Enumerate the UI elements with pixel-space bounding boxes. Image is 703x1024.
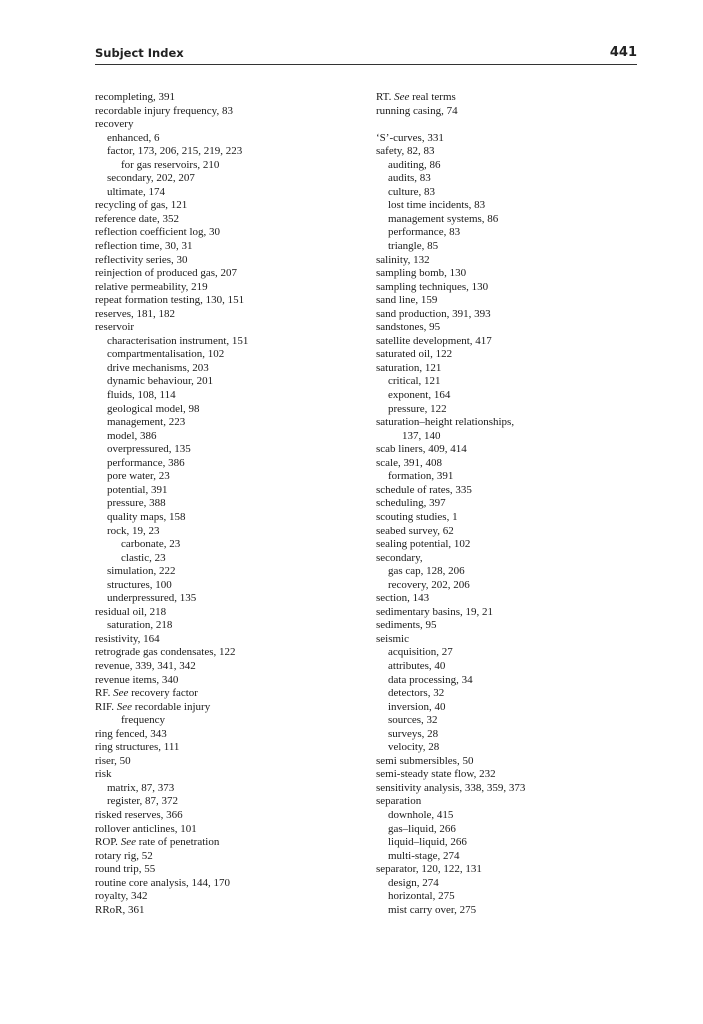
index-entry [376,348,637,362]
index-entry-text: simulation, 222 [107,565,176,578]
index-entry [376,416,637,430]
index-subentry [376,890,637,904]
see-reference: See [116,700,133,713]
index-entry-text: gas cap, 128, 206 [388,565,465,578]
index-entry [376,443,637,457]
index-entry [376,525,637,539]
index-entry-text: residual oil, 218 [95,605,167,618]
index-subentry [376,728,637,742]
index-entry-text: matrix, 87, 373 [107,781,175,794]
index-entry [376,484,637,498]
index-entry-text: section, 143 [376,592,430,605]
index-entry-text: sampling techniques, 130 [376,280,489,293]
index-entry-text: risk [95,768,112,781]
index-entry [95,836,355,850]
index-subentry [95,403,355,417]
index-entry-text: compartmentalisation, 102 [107,348,225,361]
index-subentry [376,172,637,186]
index-subentry [376,403,637,417]
index-entry-text: detectors, 32 [388,687,445,700]
index-entry [376,254,637,268]
index-subentry [95,538,355,552]
index-entry-text: liquid–liquid, 266 [388,836,467,849]
running-header [95,46,637,64]
index-entry-text: sand line, 159 [376,294,438,307]
see-reference: See [394,91,410,103]
index-entry-text: exponent, 164 [388,389,451,402]
index-entry-text: RIF. [95,700,117,713]
see-target: recovery factor [128,687,198,700]
index-subentry [95,565,355,579]
index-subentry [95,159,355,173]
section-title: Subject Index [95,46,184,60]
index-entry-text: reserves, 181, 182 [95,307,176,320]
index-entry-text: horizontal, 275 [388,890,455,903]
index-entry-text: sand production, 391, 393 [376,307,491,320]
index-entry-text: formation, 391 [388,470,454,483]
index-entry-text: performance, 83 [388,226,461,239]
index-subentry [95,186,355,200]
index-entry-text: scouting studies, 1 [376,510,458,523]
index-entry-text: quality maps, 158 [107,510,186,523]
index-subentry [376,565,637,579]
index-entry-text: 137, 140 [402,429,441,442]
index-subentry [95,335,355,349]
index-subentry [95,443,355,457]
page-number: 441 [609,45,637,60]
index-entry-text: salinity, 132 [376,253,430,266]
index-subentry [95,592,355,606]
index-subentry [376,714,637,728]
index-entry [95,674,355,688]
index-subentry [95,525,355,539]
index-subentry [95,552,355,566]
index-subentry [95,795,355,809]
index-entry-text: frequency [121,714,165,727]
index-entry-text: riser, 50 [95,754,131,767]
index-entry-text: ultimate, 174 [107,185,166,198]
index-entry [95,281,355,295]
index-entry [376,863,637,877]
index-entry [95,294,355,308]
index-entry-text: pore water, 23 [107,470,170,483]
index-entry-text: factor, 173, 206, 215, 219, 223 [107,145,243,158]
index-entry [95,118,355,132]
index-entry-text: routine core analysis, 144, 170 [95,876,231,889]
index-entry-text: saturation, 121 [376,361,442,374]
index-entry-text: revenue items, 340 [95,673,179,686]
index-entry [376,511,637,525]
index-entry [95,267,355,281]
see-target: real terms [409,91,456,103]
index-subentry [95,497,355,511]
index-entry-text: schedule of rates, 335 [376,483,472,496]
index-entry [376,132,637,146]
index-subentry [376,159,637,173]
index-entry-text: reflectivity series, 30 [95,253,188,266]
index-entry-text: fluids, 108, 114 [107,389,176,402]
index-entry-text: ROP. [95,836,121,849]
index-subentry [95,172,355,186]
index-subentry [376,389,637,403]
index-subentry [376,836,637,850]
index-entry [95,823,355,837]
index-entry-text: rollover anticlines, 101 [95,822,197,835]
index-subentry [376,904,637,918]
index-entry-text: resistivity, 164 [95,632,160,645]
index-entry-text: saturated oil, 122 [376,348,453,361]
index-entry-text: carbonate, 23 [121,538,181,551]
index-entry-text: gas–liquid, 266 [388,822,456,835]
see-target: recordable injury [132,700,211,713]
index-entry-text: saturation, 218 [107,619,173,632]
index-subentry [376,375,637,389]
index-entry-text: risked reserves, 366 [95,808,183,821]
index-entry-text: management, 223 [107,416,186,429]
index-entry-text: RRoR, 361 [95,903,145,916]
index-entry [376,497,637,511]
index-entry [95,321,355,335]
index-subentry [95,362,355,376]
index-entry-text: revenue, 339, 341, 342 [95,659,196,672]
index-section-gap [376,118,637,132]
index-subentry [376,877,637,891]
index-column-left [95,91,355,917]
index-entry-text: scab liners, 409, 414 [376,443,467,456]
index-entry-text: dynamic behaviour, 201 [107,375,214,388]
index-entry-text: separation [376,795,422,808]
index-entry [95,755,355,769]
index-entry [376,294,637,308]
index-entry [376,782,637,796]
index-entry [376,281,637,295]
index-subentry [95,457,355,471]
index-entry [376,619,637,633]
index-entry [376,105,637,119]
index-entry-text: sandstones, 95 [376,321,441,334]
index-entry [376,755,637,769]
index-subentry [95,145,355,159]
index-entry-text: RT. [376,91,395,103]
index-subentry [376,240,637,254]
index-entry-text: underpressured, 135 [107,592,197,605]
index-entry-text: recycling of gas, 121 [95,199,188,212]
index-entry-text: recordable injury frequency, 83 [95,104,233,117]
index-subentry [95,511,355,525]
index-entry-text: recovery [95,118,134,131]
index-entry-text: satellite development, 417 [376,334,492,347]
index-entry-text: recompleting, 391 [95,91,176,103]
index-subentry [376,186,637,200]
index-entry-text: separator, 120, 122, 131 [376,863,482,876]
index-subentry [376,660,637,674]
index-entry-text: design, 274 [388,876,439,889]
header-rule [95,64,637,65]
index-entry-text: seabed survey, 62 [376,524,454,537]
index-entry [95,199,355,213]
index-entry-text: scheduling, 397 [376,497,446,510]
index-subentry [376,646,637,660]
index-entry-text: repeat formation testing, 130, 151 [95,294,245,307]
index-entry [376,768,637,782]
index-entry-text: retrograde gas condensates, 122 [95,646,236,659]
index-subentry [376,470,637,484]
index-entry [376,633,637,647]
index-entry-text: characterisation instrument, 151 [107,334,249,347]
index-entry-text: secondary, [376,551,423,564]
index-entry-text: sources, 32 [388,714,438,727]
index-subentry [376,809,637,823]
index-entry-text: register, 87, 372 [107,795,179,808]
index-entry-text: royalty, 342 [95,890,148,903]
index-subentry [95,416,355,430]
index-entry-text: model, 386 [107,429,157,442]
index-entry [95,890,355,904]
index-entry [376,362,637,376]
index-subentry [376,687,637,701]
index-entry [95,904,355,918]
index-entry-text: culture, 83 [388,185,436,198]
index-subentry [376,701,637,715]
index-entry-text: rotary rig, 52 [95,849,153,862]
index-entry-text: ring structures, 111 [95,741,180,754]
index-entry [95,646,355,660]
index-entry-text: drive mechanisms, 203 [107,361,209,374]
index-entry-text: sediments, 95 [376,619,437,632]
index-entry-text: downhole, 415 [388,808,454,821]
index-entry [376,335,637,349]
index-subentry [95,714,355,728]
index-entry-text: management systems, 86 [388,212,499,225]
index-entry [376,308,637,322]
index-entry [95,213,355,227]
index-subentry [95,375,355,389]
index-subentry [376,430,637,444]
index-entry-text: audits, 83 [388,172,431,185]
index-subentry [95,389,355,403]
index-entry [95,91,355,105]
index-entry-text: reinjection of produced gas, 207 [95,267,238,280]
index-entry-text: multi-stage, 274 [388,849,460,862]
index-entry [376,267,637,281]
index-entry-text: semi-steady state flow, 232 [376,768,496,781]
index-entry-text: geological model, 98 [107,402,200,415]
index-entry [95,863,355,877]
index-entry-text: scale, 391, 408 [376,456,442,469]
index-subentry [95,430,355,444]
index-entry [376,145,637,159]
index-entry-text: sedimentary basins, 19, 21 [376,605,494,618]
index-subentry [376,213,637,227]
index-entry-text: ring fenced, 343 [95,727,167,740]
index-entry [376,538,637,552]
index-entry [95,741,355,755]
index-entry-text: triangle, 85 [388,240,439,253]
index-entry-text: rock, 19, 23 [107,524,160,537]
index-entry [95,660,355,674]
index-entry-text: velocity, 28 [388,741,440,754]
index-subentry [95,782,355,796]
index-entry [95,728,355,742]
index-entry [95,701,355,715]
index-entry [95,633,355,647]
index-entry-text: recovery, 202, 206 [388,578,470,591]
index-entry [376,91,637,105]
index-entry-text: saturation–height relationships, [376,416,515,429]
index-column-right [376,91,637,917]
index-subentry [95,619,355,633]
index-entry-text: sensitivity analysis, 338, 359, 373 [376,781,526,794]
index-entry-text: safety, 82, 83 [376,145,435,158]
index-entry-text: semi submersibles, 50 [376,754,474,767]
index-subentry [376,823,637,837]
index-entry [95,768,355,782]
index-entry [95,308,355,322]
index-entry-text: reference date, 352 [95,212,179,225]
index-subentry [95,579,355,593]
index-subentry [376,226,637,240]
index-entry [95,687,355,701]
index-entry-text: surveys, 28 [388,727,439,740]
index-entry [95,809,355,823]
index-entry-text: reflection time, 30, 31 [95,240,193,253]
index-subentry [376,674,637,688]
index-subentry [95,348,355,362]
index-entry [95,254,355,268]
index-entry-text: seismic [376,632,409,645]
index-entry-text: potential, 391 [107,483,168,496]
index-entry-text: critical, 121 [388,375,441,388]
index-entry [95,240,355,254]
index-entry-text: performance, 386 [107,456,185,469]
index-entry-text: reflection coefficient log, 30 [95,226,221,239]
see-reference: See [113,687,129,700]
index-entry [376,457,637,471]
index-entry-text: sealing potential, 102 [376,538,471,551]
index-entry [376,795,637,809]
index-subentry [376,579,637,593]
index-entry-text: acquisition, 27 [388,646,453,659]
index-entry-text: RF. [95,687,114,700]
index-entry [95,877,355,891]
index-entry [95,606,355,620]
index-entry-text: overpressured, 135 [107,443,191,456]
index-subentry [95,132,355,146]
index-entry-text: auditing, 86 [388,158,441,171]
index-entry [376,321,637,335]
index-entry-text: running casing, 74 [376,104,458,117]
index-entry [95,850,355,864]
index-entry-text: structures, 100 [107,578,172,591]
index-entry-text: round trip, 55 [95,863,156,876]
index-subentry [95,470,355,484]
index-entry-text: ‘S’-curves, 331 [376,131,444,144]
index-entry-text: pressure, 122 [388,402,447,415]
index-entry-text: mist carry over, 275 [388,903,477,916]
index-entry-text: data processing, 34 [388,673,473,686]
index-entry-text: inversion, 40 [388,700,446,713]
index-entry-text: pressure, 388 [107,497,166,510]
index-entry [95,105,355,119]
index-subentry [376,741,637,755]
index-entry [376,606,637,620]
index-entry-text: for gas reservoirs, 210 [121,158,220,171]
index-entry [95,226,355,240]
index-entry [376,592,637,606]
index-entry-text: clastic, 23 [121,551,166,564]
index-subentry [95,484,355,498]
index-entry-text: attributes, 40 [388,659,446,672]
index-entry-text: reservoir [95,321,135,334]
index-subentry [376,199,637,213]
index-subentry [376,850,637,864]
index-entry-text: lost time incidents, 83 [388,199,486,212]
index-entry [376,552,637,566]
see-reference: See [120,836,136,849]
index-entry-text: sampling bomb, 130 [376,267,467,280]
see-target: rate of penetration [135,836,220,849]
index-entry-text: enhanced, 6 [107,131,160,144]
index-entry-text: secondary, 202, 207 [107,172,195,185]
index-entry-text: relative permeability, 219 [95,280,208,293]
